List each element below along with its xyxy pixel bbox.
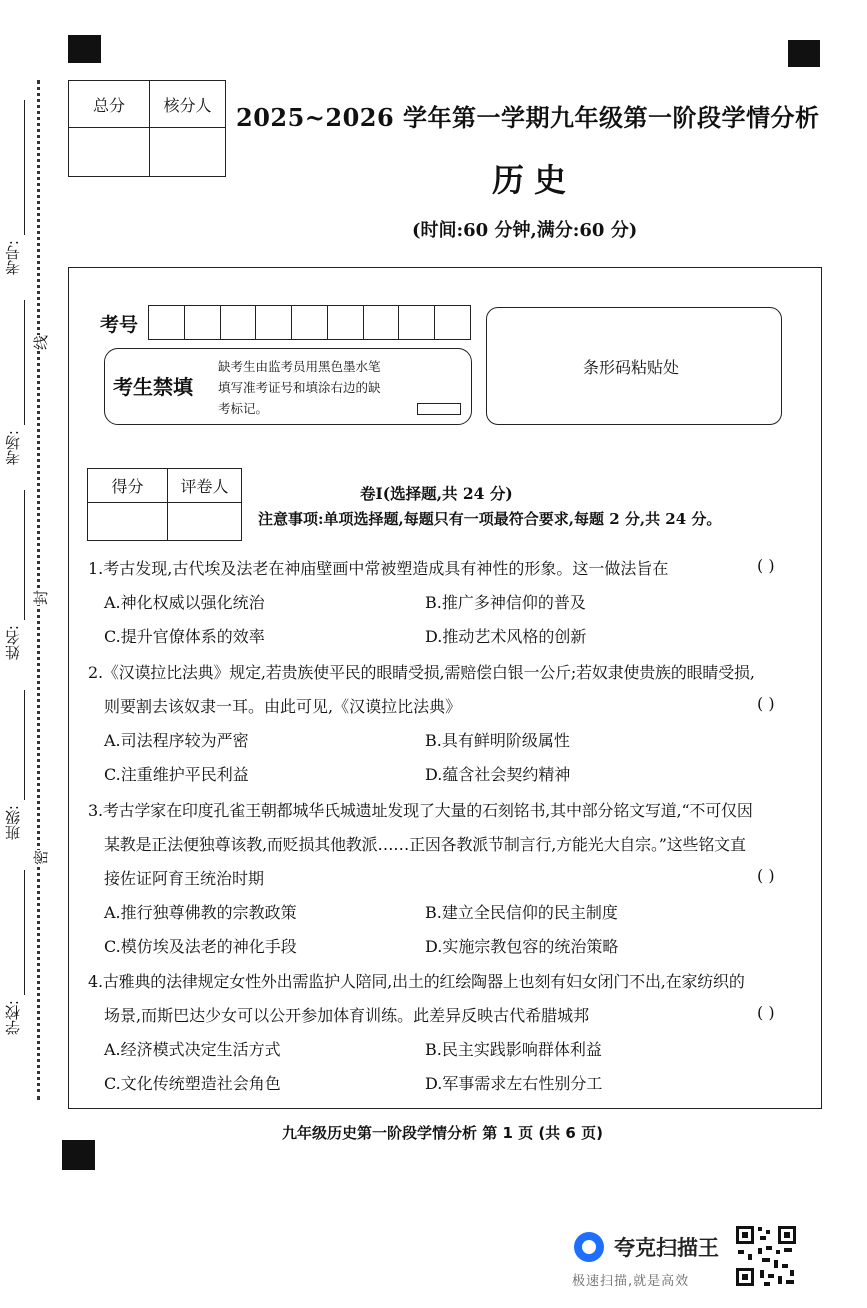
checker-cell[interactable] bbox=[150, 128, 226, 177]
question-1-option-d[interactable]: D.推动艺术风格的创新 bbox=[425, 627, 587, 646]
section-score-table bbox=[87, 468, 242, 541]
section-title: 卷Ⅰ(选择题,共 24 分) bbox=[360, 484, 513, 503]
seal-char-seal: 封 bbox=[28, 590, 53, 605]
page-footer: 九年级历史第一阶段学情分析 第 1 页 (共 6 页) bbox=[282, 1124, 603, 1142]
exam-no-cell[interactable] bbox=[221, 306, 257, 339]
notice-line-2: 填写准考证号和填涂右边的缺 bbox=[218, 380, 381, 395]
question-3-text-line-2: 某教是正法便独尊该教,而贬损其他教派……正因各教派节制言行,方能光大自宗。”这些铭文直 bbox=[104, 835, 746, 854]
question-2-option-b[interactable]: B.具有鲜明阶级属性 bbox=[425, 731, 570, 750]
question-3-text-line-1: 3.考古学家在印度孔雀王朝都城华氏城遗址发现了大量的石刻铭书,其中部分铭文写道,“不可仅因 bbox=[88, 801, 753, 820]
exam-no-grid[interactable] bbox=[148, 305, 471, 340]
question-3-option-b[interactable]: B.建立全民信仰的民主制度 bbox=[425, 903, 618, 922]
class-side-line bbox=[24, 690, 25, 800]
question-2-option-c[interactable]: C.注重维护平民利益 bbox=[104, 765, 249, 784]
school-side-label: 学校: bbox=[4, 1000, 22, 1036]
question-4-option-a[interactable]: A.经济模式决定生活方式 bbox=[104, 1040, 281, 1059]
section-score-header: 得分 bbox=[88, 469, 168, 503]
question-1-option-b[interactable]: B.推广多神信仰的普及 bbox=[425, 593, 586, 612]
question-1-text: 1.考古发现,古代埃及法老在神庙壁画中常被塑造成具有神性的形象。这一做法旨在 bbox=[88, 559, 669, 578]
school-side-line bbox=[24, 870, 25, 995]
notice-line-3: 考标记。 bbox=[218, 401, 269, 416]
section-score-cell[interactable] bbox=[88, 503, 168, 541]
total-score-header: 总分 bbox=[69, 81, 150, 128]
question-4-text-line-1: 4.古雅典的法律规定女性外出需监护人陪同,出土的红绘陶器上也刻有妇女闭门不出,在家纺织的 bbox=[88, 972, 745, 991]
question-4-option-d[interactable]: D.军事需求左右性别分工 bbox=[425, 1074, 603, 1093]
question-4-answer-paren[interactable]: ( ) bbox=[757, 1003, 775, 1022]
exam-no-side-label: 考号: bbox=[4, 240, 22, 276]
question-3-answer-paren[interactable]: ( ) bbox=[757, 866, 775, 885]
scanner-watermark bbox=[566, 1222, 806, 1294]
question-2-option-a[interactable]: A.司法程序较为严密 bbox=[104, 731, 249, 750]
question-4-option-b[interactable]: B.民主实践影响群体利益 bbox=[425, 1040, 602, 1059]
scanner-slogan: 极速扫描,就是高效 bbox=[572, 1274, 690, 1289]
exam-no-cell[interactable] bbox=[328, 306, 364, 339]
exam-no-cell[interactable] bbox=[149, 306, 185, 339]
question-3-option-a[interactable]: A.推行独尊佛教的宗教政策 bbox=[104, 903, 297, 922]
exam-no-cell[interactable] bbox=[364, 306, 400, 339]
question-4-option-c[interactable]: C.文化传统塑造社会角色 bbox=[104, 1074, 281, 1093]
exam-no-cell[interactable] bbox=[185, 306, 221, 339]
exam-no-cell[interactable] bbox=[256, 306, 292, 339]
question-2-text-line-1: 2.《汉谟拉比法典》规定,若贵族使平民的眼睛受损,需赔偿白银一公斤;若奴隶使贵族的眼睛受损, bbox=[88, 663, 755, 682]
seal-char-secret: 密 bbox=[28, 850, 53, 865]
scanner-brand: 夸克扫描王 bbox=[614, 1236, 719, 1260]
seal-char-line: 线 bbox=[28, 335, 53, 350]
question-1-answer-paren[interactable]: ( ) bbox=[757, 556, 775, 575]
question-4-text-line-2: 场景,而斯巴达少女可以公开参加体育训练。此差异反映古代希腊城邦 bbox=[104, 1006, 590, 1025]
question-3-option-d[interactable]: D.实施宗教包容的统治策略 bbox=[425, 937, 619, 956]
question-3-text-line-3: 接佐证阿育王统治时期 bbox=[104, 869, 265, 888]
notice-title: 考生禁填 bbox=[113, 375, 193, 399]
question-1-option-a[interactable]: A.神化权威以强化统治 bbox=[104, 593, 265, 612]
notice-line-1: 缺考生由监考员用黑色墨水笔 bbox=[218, 359, 381, 374]
barcode-area bbox=[486, 307, 782, 425]
name-side-line bbox=[24, 490, 25, 620]
registration-mark-top-right bbox=[788, 40, 820, 67]
scanner-logo-icon bbox=[574, 1232, 604, 1262]
subject-title: 历史 bbox=[492, 161, 577, 199]
question-2-text-line-2: 则要割去该奴隶一耳。由此可见,《汉谟拉比法典》 bbox=[104, 697, 462, 716]
barcode-label: 条形码粘贴处 bbox=[583, 358, 680, 377]
time-info: (时间:60 分钟,满分:60 分) bbox=[412, 220, 638, 241]
room-side-label: 考场: bbox=[4, 430, 22, 466]
examinee-notice-box bbox=[104, 348, 472, 425]
exam-no-cell[interactable] bbox=[435, 306, 470, 339]
question-3-option-c[interactable]: C.模仿埃及法老的神化手段 bbox=[104, 937, 297, 956]
grader-cell[interactable] bbox=[168, 503, 242, 541]
total-score-cell[interactable] bbox=[69, 128, 150, 177]
checker-header: 核分人 bbox=[150, 81, 226, 128]
question-2-option-d[interactable]: D.蕴含社会契约精神 bbox=[425, 765, 571, 784]
question-1-option-c[interactable]: C.提升官僚体系的效率 bbox=[104, 627, 265, 646]
room-side-line bbox=[24, 300, 25, 425]
exam-no-cell[interactable] bbox=[399, 306, 435, 339]
absence-mark-box[interactable] bbox=[417, 403, 461, 415]
registration-mark-bottom-left bbox=[62, 1140, 95, 1170]
exam-no-label: 考号 bbox=[100, 314, 139, 336]
page-title: 2025~2026 学年第一学期九年级第一阶段学情分析 bbox=[236, 103, 820, 132]
class-side-label: 班级: bbox=[4, 805, 22, 841]
exam-no-cell[interactable] bbox=[292, 306, 328, 339]
registration-mark-top-left bbox=[68, 35, 101, 63]
section-note: 注意事项:单项选择题,每题只有一项最符合要求,每题 2 分,共 24 分。 bbox=[258, 510, 722, 528]
total-score-table bbox=[68, 80, 226, 177]
grader-header: 评卷人 bbox=[168, 469, 242, 503]
name-side-label: 姓名: bbox=[4, 625, 22, 661]
exam-no-side-line bbox=[24, 100, 25, 235]
question-2-answer-paren[interactable]: ( ) bbox=[757, 694, 775, 713]
qr-code-icon bbox=[734, 1224, 798, 1288]
